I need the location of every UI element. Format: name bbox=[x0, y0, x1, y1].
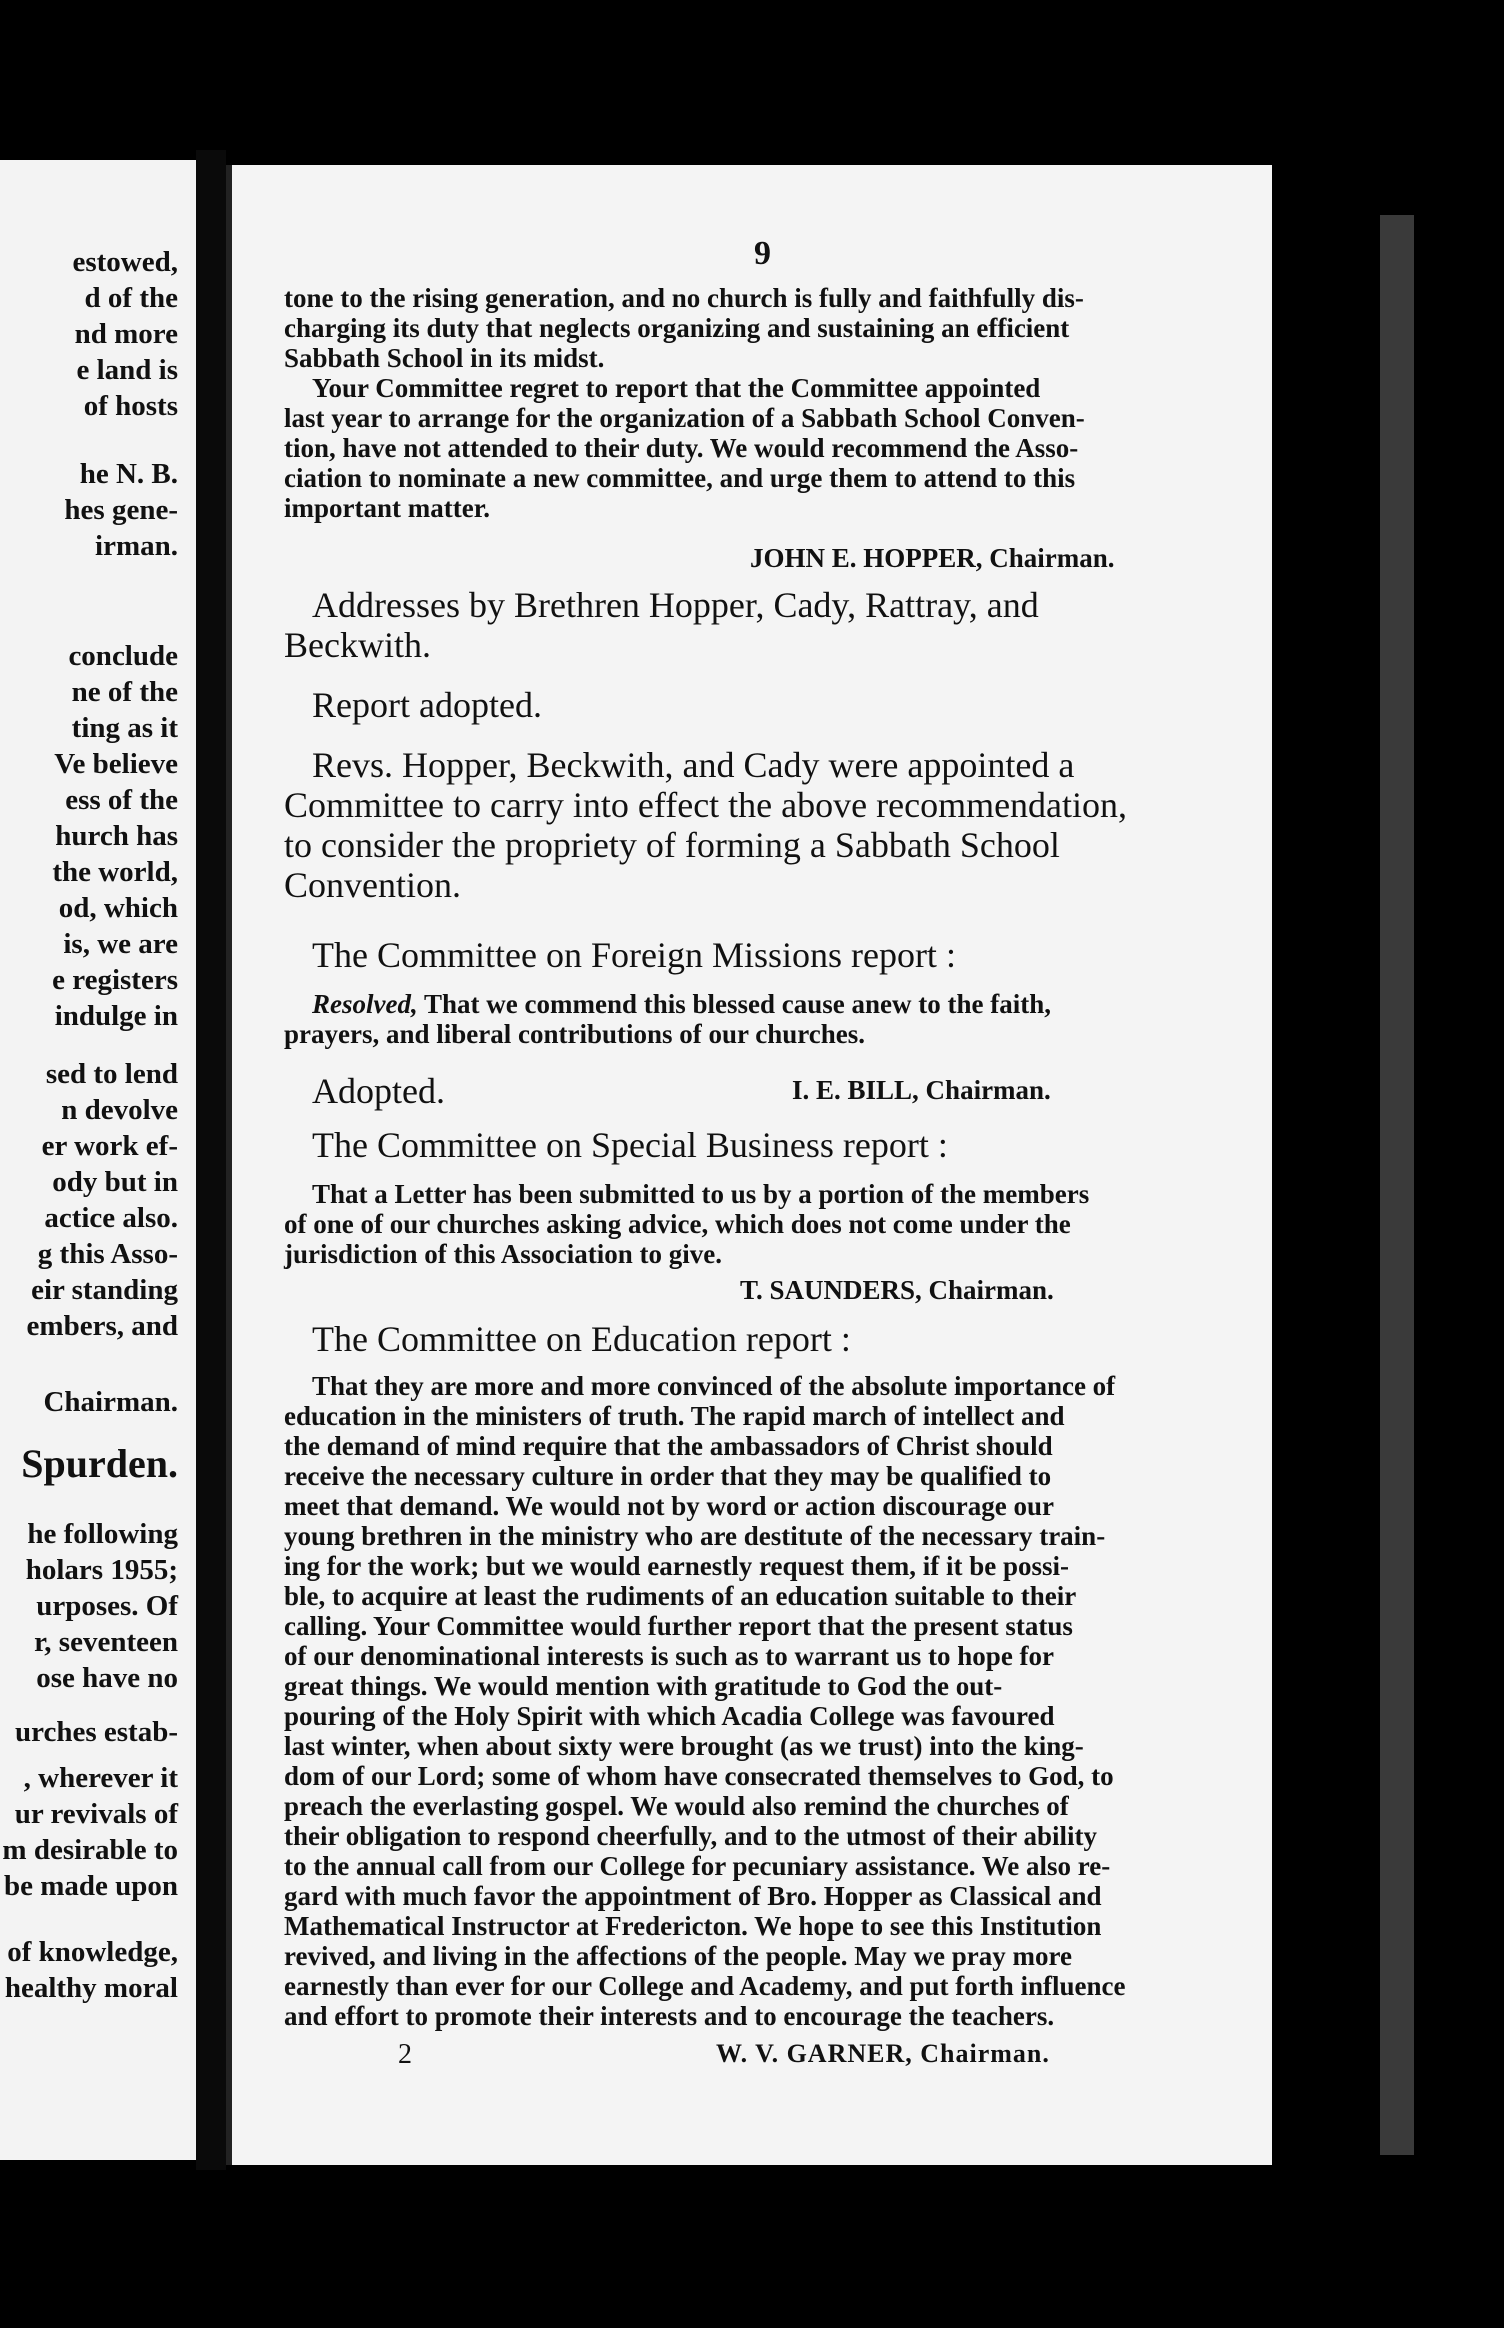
left-fragment: nd more bbox=[74, 318, 178, 350]
left-fragment: Chairman. bbox=[43, 1386, 178, 1418]
left-fragment: the world, bbox=[52, 856, 178, 888]
left-fragment: ody but in bbox=[52, 1166, 178, 1198]
book-gutter bbox=[196, 150, 226, 2170]
left-fragment: embers, and bbox=[26, 1310, 178, 1342]
adopted-label: Adopted. bbox=[312, 1071, 445, 1111]
section-line: Committee to carry into effect the above recommendation, bbox=[284, 785, 1128, 825]
body-line: of one of our churches asking advice, which does not come under the bbox=[284, 1209, 1071, 1239]
section-line: Convention. bbox=[284, 865, 461, 905]
signature-mark: 2 bbox=[398, 2039, 412, 2070]
left-fragment: he N. B. bbox=[79, 458, 178, 490]
body-line: tone to the rising generation, and no church is fully and faithfully dis- bbox=[284, 283, 1084, 313]
section-line: to consider the propriety of forming a Sabbath School bbox=[284, 825, 1060, 865]
body-line: Sabbath School in its midst. bbox=[284, 343, 605, 373]
body-line: jurisdiction of this Association to give. bbox=[284, 1239, 723, 1269]
left-fragment: he following bbox=[27, 1518, 178, 1550]
left-fragment: ting as it bbox=[71, 712, 178, 744]
left-fragment: of hosts bbox=[83, 390, 178, 422]
left-fragment: d of the bbox=[84, 282, 178, 314]
section-line: Revs. Hopper, Beckwith, and Cady were appointed a bbox=[312, 745, 1075, 785]
body-line: dom of our Lord; some of whom have consecrated themselves to God, to bbox=[284, 1761, 1114, 1791]
left-fragment: er work ef- bbox=[41, 1130, 178, 1162]
page-number: 9 bbox=[754, 235, 771, 272]
resolved-word: Resolved, bbox=[312, 989, 418, 1019]
body-line: gard with much favor the appointment of Bro. Hopper as Classical and bbox=[284, 1881, 1102, 1911]
left-fragment: healthy moral bbox=[4, 1972, 178, 2004]
resolved-line bbox=[312, 991, 1051, 1018]
body-line: young brethren in the ministry who are destitute of the necessary train- bbox=[284, 1521, 1106, 1551]
body-line: education in the ministers of truth. The rapid march of intellect and bbox=[284, 1401, 1065, 1431]
left-fragment: Spurden. bbox=[21, 1441, 178, 1486]
left-fragment: holars 1955; bbox=[25, 1554, 178, 1586]
left-fragment: conclude bbox=[68, 640, 178, 672]
left-fragment: actice also. bbox=[44, 1202, 178, 1234]
body-line: ble, to acquire at least the rudiments of an education suitable to their bbox=[284, 1581, 1077, 1611]
left-fragment: hurch has bbox=[55, 820, 178, 852]
body-line: receive the necessary culture in order that they may be qualified to bbox=[284, 1461, 1052, 1491]
left-fragment: estowed, bbox=[72, 246, 178, 278]
section-heading: The Committee on Foreign Missions report : bbox=[312, 935, 956, 975]
left-fragment: urches estab- bbox=[15, 1716, 178, 1748]
body-line: calling. Your Committee would further report that the present status bbox=[284, 1611, 1073, 1641]
body-line: to the annual call from our College for pecuniary assistance. We also re- bbox=[284, 1851, 1111, 1881]
left-fragment: ur revivals of bbox=[14, 1798, 178, 1830]
section-line: Beckwith. bbox=[284, 625, 431, 665]
chairman-signature: I. E. BILL, Chairman. bbox=[792, 1075, 1051, 1105]
body-line: the demand of mind require that the ambassadors of Christ should bbox=[284, 1431, 1053, 1461]
left-fragment: n devolve bbox=[61, 1094, 178, 1126]
body-line: pouring of the Holy Spirit with which Acadia College was favoured bbox=[284, 1701, 1055, 1731]
main-page bbox=[226, 165, 1272, 2165]
left-fragment: eir standing bbox=[31, 1274, 178, 1306]
body-line: and effort to promote their interests and to encourage the teachers. bbox=[284, 2001, 1055, 2031]
chairman-signature: W. V. GARNER, Chairman. bbox=[716, 2039, 1050, 2068]
body-line: ciation to nominate a new committee, and urge them to attend to this bbox=[284, 463, 1076, 493]
left-fragment: indulge in bbox=[54, 1000, 178, 1032]
resolved-text: That we commend this blessed cause anew to the faith, bbox=[424, 989, 1051, 1019]
page-edge bbox=[1380, 215, 1414, 2155]
left-fragment: urposes. Of bbox=[36, 1590, 178, 1622]
left-page-fragment bbox=[0, 160, 196, 2160]
body-line: great things. We would mention with gratitude to God the out- bbox=[284, 1671, 1003, 1701]
body-line: ing for the work; but we would earnestly request them, if it be possi- bbox=[284, 1551, 1069, 1581]
body-line: Mathematical Instructor at Fredericton. We hope to see this Institution bbox=[284, 1911, 1102, 1941]
body-line: of our denominational interests is such as to warrant us to hope for bbox=[284, 1641, 1055, 1671]
report-adopted: Report adopted. bbox=[312, 685, 542, 725]
chairman-signature: JOHN E. HOPPER, Chairman. bbox=[750, 543, 1115, 573]
body-line: revived, and living in the affections of the people. May we pray more bbox=[284, 1941, 1072, 1971]
body-line: last winter, when about sixty were brought (as we trust) into the king- bbox=[284, 1731, 1084, 1761]
left-fragment: od, which bbox=[58, 892, 178, 924]
left-fragment: is, we are bbox=[63, 928, 178, 960]
section-heading: The Committee on Education report : bbox=[312, 1319, 851, 1359]
body-line: earnestly than ever for our College and Academy, and put forth influence bbox=[284, 1971, 1126, 2001]
body-line: tion, have not attended to their duty. We would recommend the Asso- bbox=[284, 433, 1079, 463]
left-fragment: ose have no bbox=[36, 1662, 178, 1694]
left-fragment: irman. bbox=[95, 530, 178, 562]
body-line: meet that demand. We would not by word or action discourage our bbox=[284, 1491, 1055, 1521]
left-fragment: g this Asso- bbox=[37, 1238, 178, 1270]
left-fragment: Ve believe bbox=[54, 748, 178, 780]
left-fragment: e registers bbox=[52, 964, 178, 996]
left-fragment: ne of the bbox=[71, 676, 178, 708]
left-fragment: sed to lend bbox=[45, 1058, 178, 1090]
body-line: their obligation to respond cheerfully, and to the utmost of their ability bbox=[284, 1821, 1098, 1851]
body-line: Your Committee regret to report that the Committee appointed bbox=[312, 373, 1041, 403]
left-fragment: m desirable to bbox=[2, 1834, 178, 1866]
body-line: preach the everlasting gospel. We would also remind the churches of bbox=[284, 1791, 1069, 1821]
body-line: important matter. bbox=[284, 493, 490, 523]
left-fragment: e land is bbox=[76, 354, 178, 386]
left-fragment: r, seventeen bbox=[34, 1626, 178, 1658]
chairman-signature: T. SAUNDERS, Chairman. bbox=[740, 1275, 1054, 1305]
left-fragment: ess of the bbox=[65, 784, 178, 816]
body-line: That they are more and more convinced of the absolute importance of bbox=[312, 1371, 1116, 1401]
section-heading: The Committee on Special Business report : bbox=[312, 1125, 948, 1165]
left-fragment: be made upon bbox=[3, 1870, 178, 1902]
left-fragment: hes gene- bbox=[64, 494, 178, 526]
body-line: last year to arrange for the organization of a Sabbath School Conven- bbox=[284, 403, 1085, 433]
left-fragment: , wherever it bbox=[23, 1762, 178, 1794]
left-fragment: of knowledge, bbox=[7, 1936, 178, 1968]
section-line: Addresses by Brethren Hopper, Cady, Rattray, and bbox=[312, 585, 1039, 625]
body-line: charging its duty that neglects organizing and sustaining an efficient bbox=[284, 313, 1070, 343]
body-line: prayers, and liberal contributions of our churches. bbox=[284, 1019, 866, 1049]
body-line: That a Letter has been submitted to us by a portion of the members bbox=[312, 1179, 1090, 1209]
